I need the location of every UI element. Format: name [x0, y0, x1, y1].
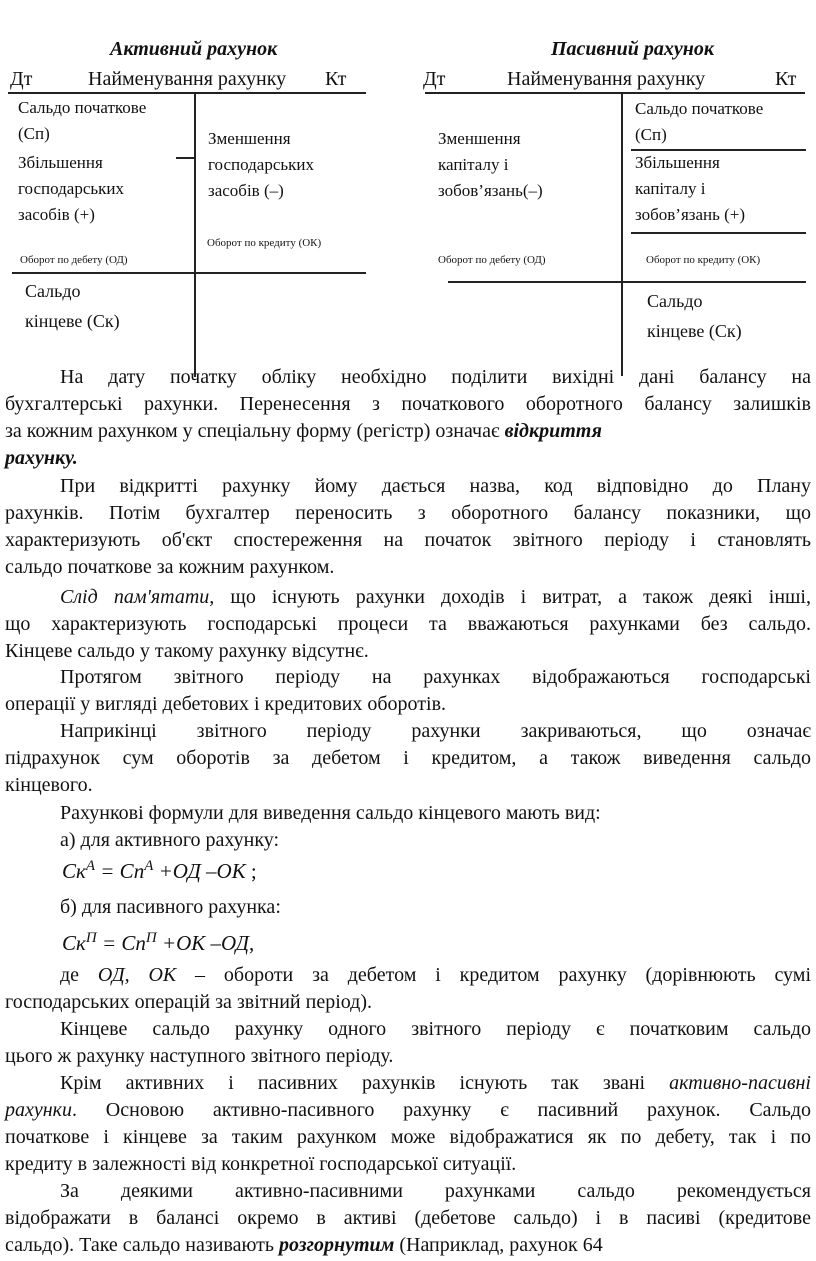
active-center-line	[194, 93, 196, 377]
active-kt-label: Кт	[325, 68, 347, 90]
passive-credit-turnover: Оборот по кредиту (ОК)	[646, 254, 761, 266]
passive-increase: Збільшення капіталу і зобов’язань (+)	[635, 153, 746, 224]
formula-passive: $Ск^П = Сп^П +ОК$ –ОД,	[62, 930, 255, 955]
active-increase: Збільшення господарських засобів (+)	[18, 153, 124, 224]
active-dt-label: Дт	[10, 68, 33, 90]
passive-decrease: Зменшення капіталу і зобов’язань(–)	[438, 129, 543, 200]
paragraph-opening-details: При відкритті рахунку йому дається назва, код відповідно до Плану рахунків. Потім бухгалтер переносить з оборотного балансу показники, що характеризують об'єкт спостереження на початок звітного періоду і становлять сальдо початкове за кожним рахунком.	[5, 475, 811, 578]
term-account: рахунку.	[5, 447, 78, 469]
active-account-title: Активний рахунок	[110, 38, 278, 60]
passive-opening-balance: Сальдо початкове (Сп)	[635, 99, 764, 144]
term-expanded: розгорнутим	[279, 1234, 395, 1256]
passive-account-name: Найменування рахунку	[507, 68, 706, 90]
paragraph-expanded-balance: За деякими активно-пасивними рахунками сальдо рекомендується відображати в балансі окремо в активі (дебетове сальдо) і в пасиві (кредитове сальдо). Таке сальдо називають розгорнутим (Наприклад, рахунок 64	[5, 1180, 811, 1256]
passive-closing-balance: Сальдо кінцеве (Ск)	[647, 291, 742, 341]
paragraph-passive-label: б) для пасивного рахунка:	[60, 896, 281, 918]
passive-turnover-line	[448, 281, 806, 283]
paragraph-formulas-intro: Рахункові формули для виведення сальдо кінцевого мають вид: а) для активного рахунку:	[60, 802, 601, 851]
passive-increase-line	[631, 232, 806, 234]
passive-center-line	[621, 93, 623, 376]
paragraph-remember: Слід пам'ятати, що існують рахунки доходів і витрат, а також деякі інші, що характеризують господарські процеси та вважаються рахунками без сальдо. Кінцеве сальдо у такому рахунку відсутнє.	[5, 586, 811, 662]
passive-debit-turnover: Оборот по дебету (ОД)	[438, 254, 546, 266]
active-header-line	[8, 92, 366, 94]
paragraph-turnovers: Протягом звітного періоду на рахунках відображаються господарські операції у вигляді дебетових і кредитових оборотів.	[5, 666, 811, 715]
passive-account-title: Пасивний рахунок	[551, 38, 714, 60]
active-credit-turnover: Оборот по кредиту (ОК)	[207, 237, 322, 249]
active-decrease: Зменшення господарських засобів (–)	[208, 129, 314, 200]
formula-active: $Ск^А = Сп^А +ОД$ –ОК ;	[62, 858, 257, 883]
paragraph-where: де ОД, ОК – обороти за дебетом і кредитом рахунку (дорівнюють сумі господарських операцій за звітний період).	[5, 964, 811, 1013]
active-account-name: Найменування рахунку	[88, 68, 287, 90]
passive-kt-label: Кт	[775, 68, 797, 90]
passive-dt-label: Дт	[423, 68, 446, 90]
active-opening-balance: Сальдо початкове (Сп)	[18, 98, 147, 143]
paragraph-active-passive: Крім активних і пасивних рахунків існують так звані активно-пасивні рахунки. Основою активно-пасивного рахунку є пасивний рахунок. Сальдо початкове і кінцеве за таким рахунком може відображатися як по дебету, так і по кредиту в залежності від конкретної господарської ситуації.	[5, 1072, 811, 1175]
paragraph-balance-carry: Кінцеве сальдо рахунку одного звітного періоду є початковим сальдо цього ж рахунку наступного звітного періоду.	[5, 1018, 811, 1067]
paragraph-account-opening: На дату початку обліку необхідно поділити вихідні дані балансу на бухгалтерські рахунки. Перенесення з початкового оборотного балансу залишків за кожним рахунком у спеціальну форму (регістр) означає відкриття рахунку.	[5, 366, 811, 469]
paragraph-closing: Наприкінці звітного періоду рахунки закриваються, що означає підрахунок сум оборотів за дебетом і кредитом, а також виведення сальдо кінцевого.	[5, 720, 811, 796]
active-closing-balance: Сальдо кінцеве (Ск)	[25, 281, 120, 331]
term-opening: відкриття	[504, 420, 602, 442]
passive-header-line	[425, 92, 805, 94]
active-turnover-line	[12, 272, 366, 274]
active-debit-turnover: Оборот по дебету (ОД)	[20, 254, 128, 266]
